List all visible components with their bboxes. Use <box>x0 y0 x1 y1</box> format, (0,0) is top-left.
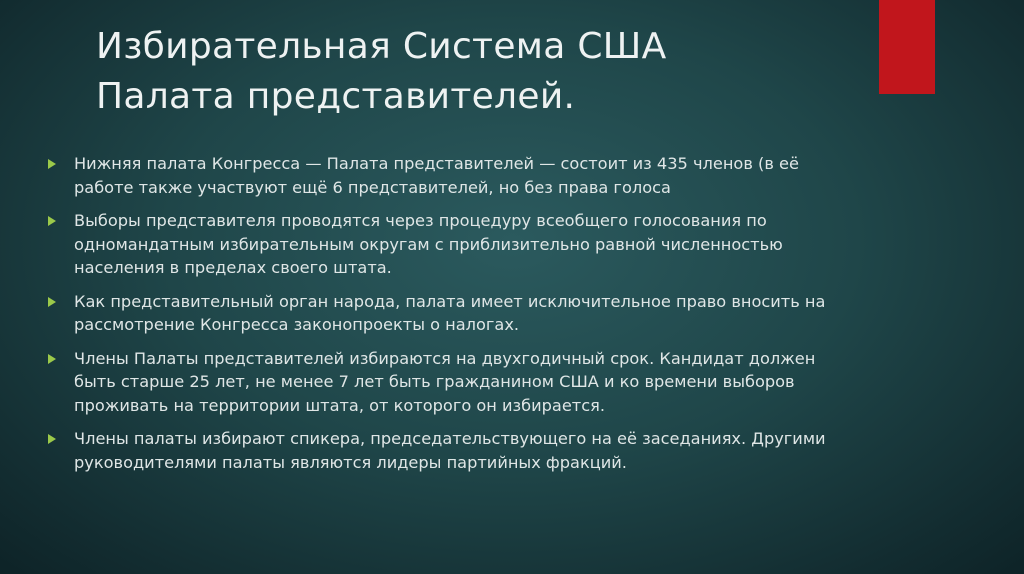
accent-bar <box>879 0 935 94</box>
bullet-text: Члены Палаты представителей избираются на двухгодичный срок. Кандидат должен быть старше 25 лет, не менее 7 лет быть гражданином США и ко времени выборов проживать на территории штата, от которого он избирается. <box>74 348 816 415</box>
bullet-item <box>48 152 848 199</box>
triangle-bullet-icon <box>48 434 56 444</box>
title-line-2: Палата представителей. <box>96 76 576 117</box>
bullet-item <box>48 347 848 418</box>
bullet-item <box>48 427 848 474</box>
triangle-bullet-icon <box>48 297 56 307</box>
triangle-bullet-icon <box>48 216 56 226</box>
title-line-1: Избирательная Система США <box>96 26 667 67</box>
bullet-text: Члены палаты избирают спикера, председательствующего на её заседаниях. Другими руководителями палаты являются лидеры партийных фракций. <box>74 429 826 472</box>
bullet-item <box>48 290 848 337</box>
slide-title <box>96 22 856 122</box>
bullet-list <box>48 152 848 484</box>
triangle-bullet-icon <box>48 159 56 169</box>
bullet-item <box>48 209 848 280</box>
bullet-text: Как представительный орган народа, палата имеет исключительное право вносить на рассмотрение Конгресса законопроекты о налогах. <box>74 291 826 334</box>
bullet-text: Выборы представителя проводятся через процедуру всеобщего голосования по одномандатным избирательным округам с приблизительно равной численностью населения в пределах своего штата. <box>74 211 783 277</box>
bullet-text: Нижняя палата Конгресса — Палата представителей — состоит из 435 членов (в её работе также участвуют ещё 6 представителей, но без права голоса <box>74 154 799 197</box>
triangle-bullet-icon <box>48 354 56 364</box>
